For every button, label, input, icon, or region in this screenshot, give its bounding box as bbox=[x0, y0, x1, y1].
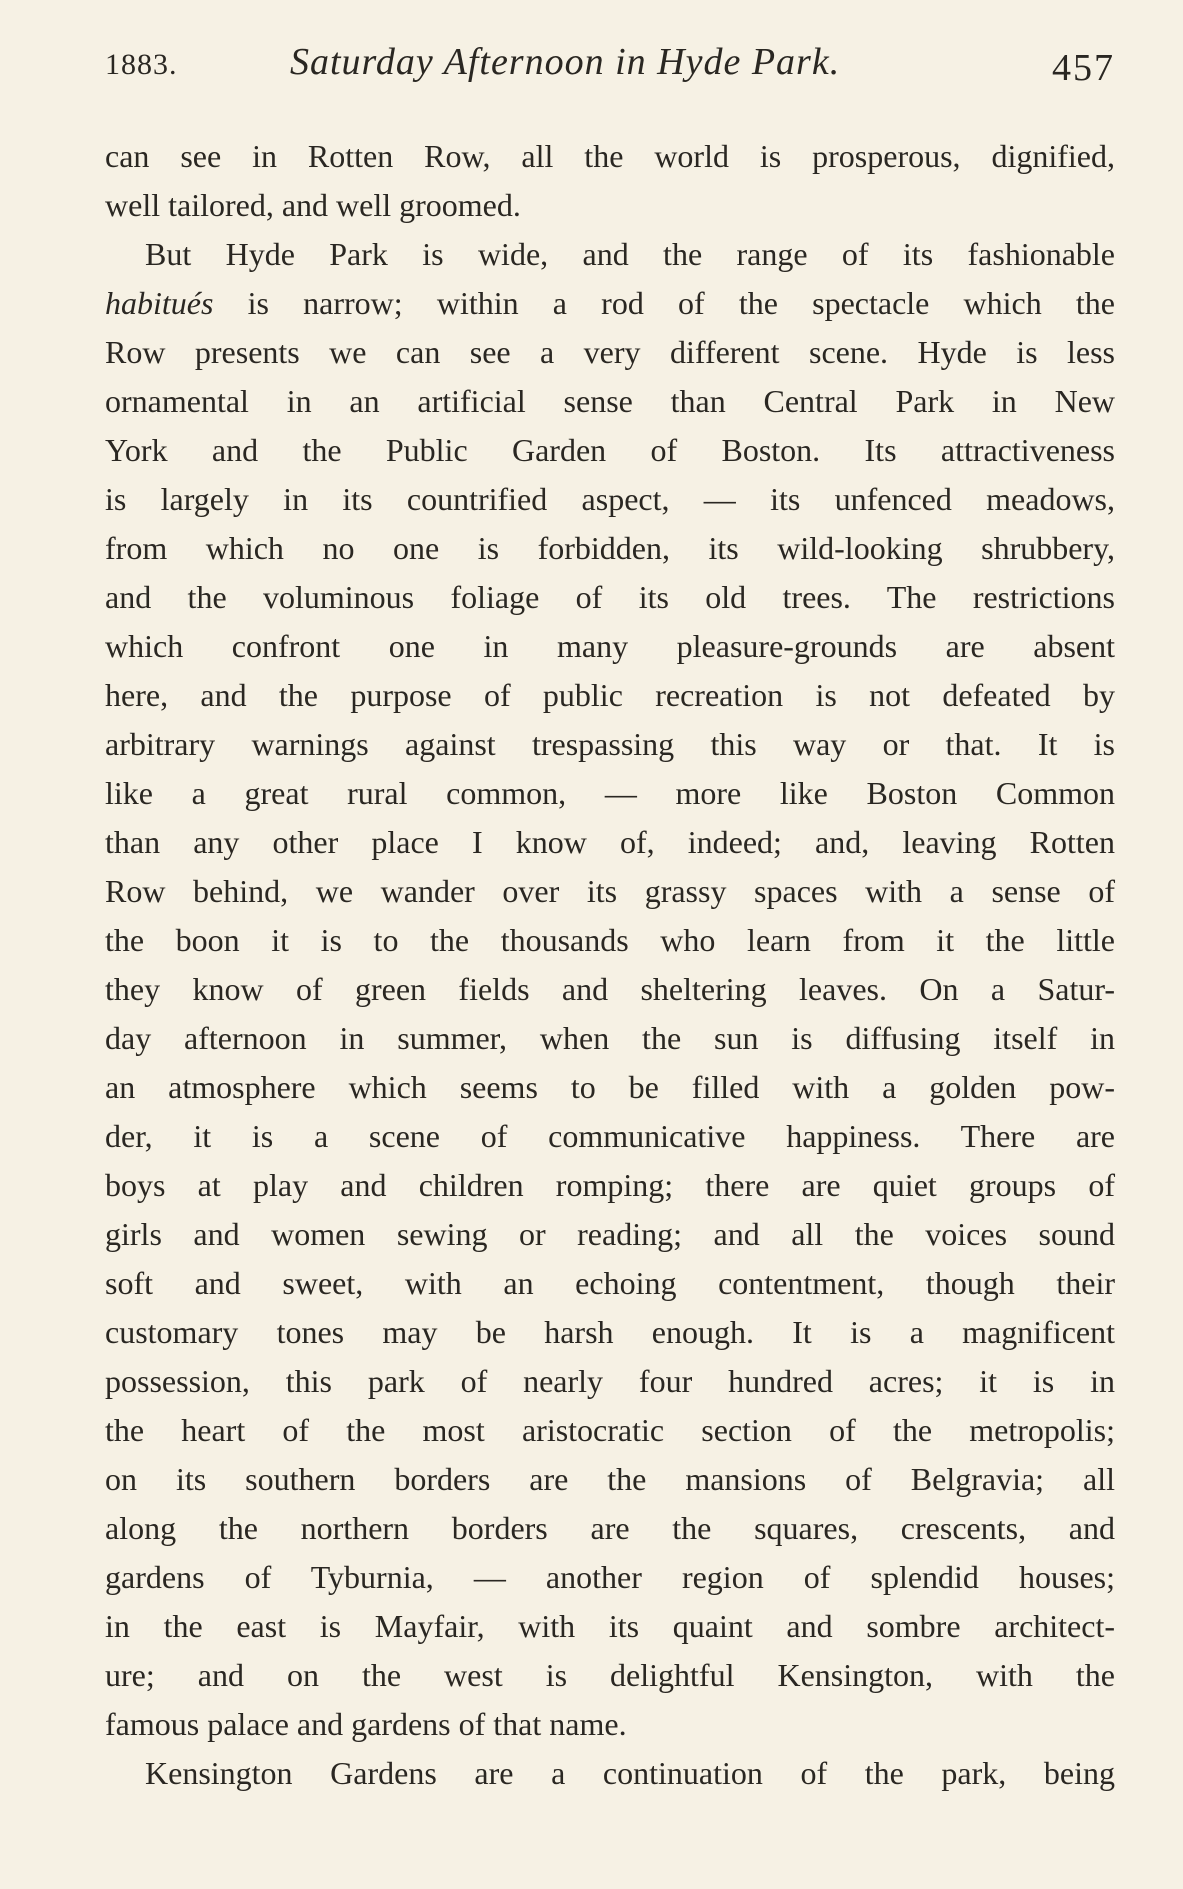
text-line: and the voluminous foliage of its old trees. The restrictions bbox=[105, 579, 1115, 615]
text-line: on its southern borders are the mansions of Belgravia; all bbox=[105, 1461, 1115, 1497]
text-line: along the northern borders are the squares, crescents, and bbox=[105, 1510, 1115, 1546]
text-line: Row presents we can see a very different scene. Hyde is less bbox=[105, 334, 1115, 370]
text-line: can see in Rotten Row, all the world is prosperous, dignified, bbox=[105, 138, 1115, 174]
text-line: well tailored, and well groomed. bbox=[105, 187, 521, 223]
running-header bbox=[105, 40, 1115, 100]
text-line: boys at play and children romping; there are quiet groups of bbox=[105, 1167, 1115, 1203]
text-line: from which no one is forbidden, its wild-looking shrubbery, bbox=[105, 530, 1115, 566]
header-year: 1883. bbox=[105, 48, 178, 81]
text-line: But Hyde Park is wide, and the range of its fashionable bbox=[145, 236, 1115, 272]
text-line: soft and sweet, with an echoing contentment, though their bbox=[105, 1265, 1115, 1301]
text-line: like a great rural common, — more like Boston Common bbox=[105, 775, 1115, 811]
text-line: in the east is Mayfair, with its quaint and sombre architect- bbox=[105, 1608, 1115, 1644]
text-line: customary tones may be harsh enough. It is a magnificent bbox=[105, 1314, 1115, 1350]
text-line: ornamental in an artificial sense than Central Park in New bbox=[105, 383, 1115, 419]
text-line: der, it is a scene of communicative happiness. There are bbox=[105, 1118, 1115, 1154]
text-line: ure; and on the west is delightful Kensington, with the bbox=[105, 1657, 1115, 1693]
text-line: which confront one in many pleasure-grounds are absent bbox=[105, 628, 1115, 664]
text-line: they know of green fields and sheltering leaves. On a Satur- bbox=[105, 971, 1115, 1007]
text-line: York and the Public Garden of Boston. Its attractiveness bbox=[105, 432, 1115, 468]
text-line: an atmosphere which seems to be filled with a golden pow- bbox=[105, 1069, 1115, 1105]
text-line-rest: is narrow; within a rod of the spectacle which the bbox=[247, 285, 1116, 321]
text-line: the boon it is to the thousands who learn from it the little bbox=[105, 922, 1115, 958]
text-line: Kensington Gardens are a continuation of the park, being bbox=[145, 1755, 1115, 1791]
text-line: day afternoon in summer, when the sun is diffusing itself in bbox=[105, 1020, 1115, 1056]
text-line: is largely in its countrified aspect, — its unfenced meadows, bbox=[105, 481, 1115, 517]
text-line: Row behind, we wander over its grassy spaces with a sense of bbox=[105, 873, 1115, 909]
text-line: famous palace and gardens of that name. bbox=[105, 1706, 627, 1742]
italic-word: habitués bbox=[105, 285, 214, 321]
page-number: 457 bbox=[1052, 47, 1115, 89]
text-line: arbitrary warnings against trespassing this way or that. It is bbox=[105, 726, 1115, 762]
text-line: possession, this park of nearly four hundred acres; it is in bbox=[105, 1363, 1115, 1399]
body-text bbox=[105, 132, 1115, 1798]
text-line bbox=[105, 279, 1115, 328]
text-line: than any other place I know of, indeed; and, leaving Rotten bbox=[105, 824, 1115, 860]
text-line: gardens of Tyburnia, — another region of splendid houses; bbox=[105, 1559, 1115, 1595]
text-line: the heart of the most aristocratic section of the metropolis; bbox=[105, 1412, 1115, 1448]
text-line: girls and women sewing or reading; and all the voices sound bbox=[105, 1216, 1115, 1252]
text-line: here, and the purpose of public recreation is not defeated by bbox=[105, 677, 1115, 713]
header-title: Saturday Afternoon in Hyde Park. bbox=[290, 41, 841, 83]
